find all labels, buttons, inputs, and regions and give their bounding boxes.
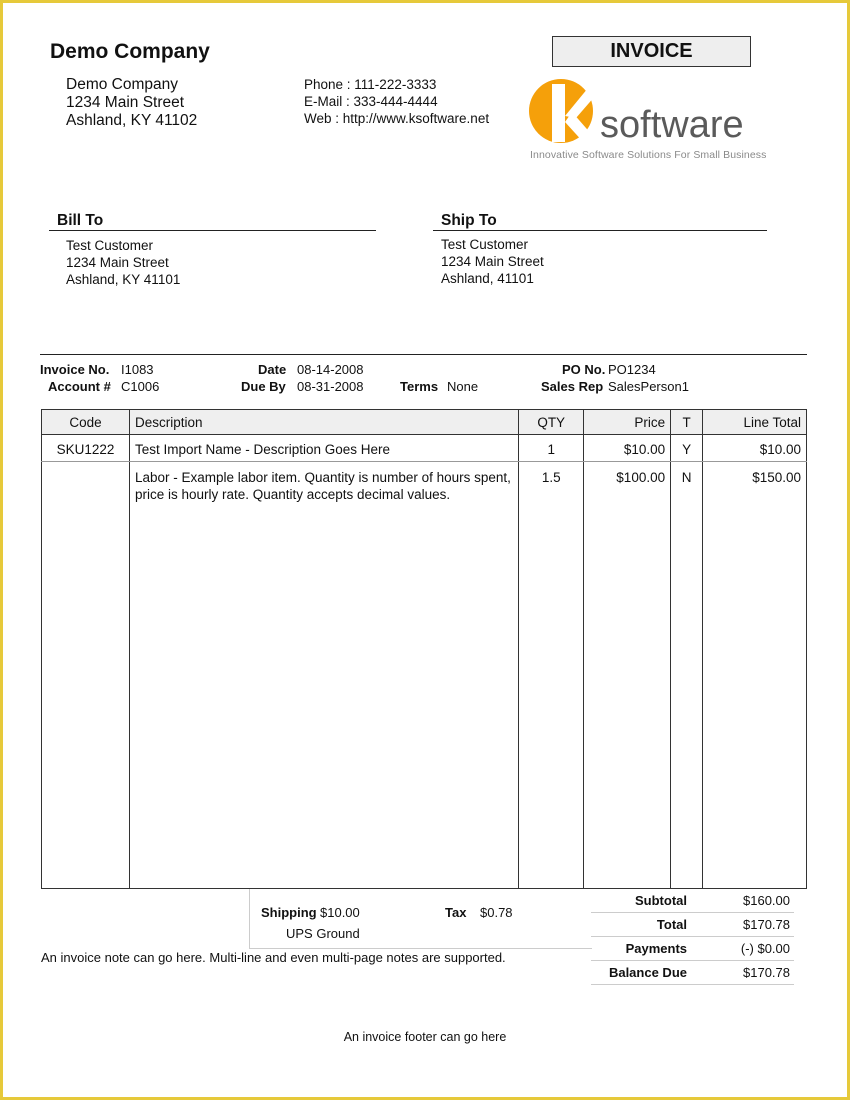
company-contact [304, 76, 489, 127]
sales-rep-value: SalesPerson1 [608, 379, 689, 394]
invoice-no-value: I1083 [121, 362, 154, 377]
total-label: Total [656, 917, 687, 932]
balance-due-label: Balance Due [608, 965, 687, 980]
bill-to-line: Test Customer [66, 238, 154, 253]
shipping-method: UPS Ground [286, 926, 360, 941]
terms-label: Terms [400, 379, 439, 394]
tax-label: Tax [445, 905, 467, 920]
cell-line-total: $10.00 [703, 435, 807, 462]
sales-rep-label: Sales Rep [541, 379, 604, 394]
logo-wordmark: software [600, 104, 744, 146]
bill-to-line: 1234 Main Street [66, 255, 169, 270]
company-address [66, 76, 197, 130]
invoice-no-label: Invoice No. [40, 362, 110, 377]
bill-to-line: Ashland, KY 41101 [66, 272, 181, 287]
bill-to-heading: Bill To [49, 212, 376, 231]
cell-description: Labor - Example labor item. Quantity is number of hours spent, price is hourly rate. Quantity accepts decimal values. [129, 462, 518, 889]
shipping-label: Shipping [261, 905, 317, 920]
info-divider [40, 354, 807, 355]
table-header-row [42, 410, 807, 435]
table-row [42, 435, 807, 462]
k-logo-icon [528, 78, 608, 148]
cell-code [42, 462, 130, 889]
date-label: Date [258, 362, 287, 377]
invoice-footer: An invoice footer can go here [343, 1030, 507, 1044]
bill-to-address [66, 237, 180, 288]
date-value: 08-14-2008 [297, 362, 364, 377]
subtotal-label: Subtotal [635, 893, 687, 908]
cell-code: SKU1222 [42, 435, 130, 462]
company-logo [528, 78, 768, 164]
ship-to-line: 1234 Main Street [441, 254, 544, 269]
col-header-tax: T [671, 410, 703, 435]
company-address-line: 1234 Main Street [66, 94, 185, 111]
cell-price: $10.00 [584, 435, 671, 462]
payments-row [591, 937, 794, 961]
po-label: PO No. [562, 362, 606, 377]
account-value: C1006 [121, 379, 160, 394]
document-title: INVOICE [552, 36, 751, 67]
cell-price: $100.00 [584, 462, 671, 889]
terms-value: None [447, 379, 479, 394]
company-phone: Phone : 111-222-3333 [304, 77, 437, 92]
col-header-line-total: Line Total [703, 410, 807, 435]
totals-box [591, 889, 794, 985]
cell-description: Test Import Name - Description Goes Here [129, 435, 518, 462]
ship-to-address [441, 236, 544, 287]
invoice-note: An invoice note can go here. Multi-line and even multi-page notes are supported. [41, 950, 506, 965]
ship-to-heading: Ship To [433, 212, 767, 231]
cell-tax: Y [671, 435, 703, 462]
account-label: Account # [48, 379, 111, 394]
ship-to-line: Test Customer [441, 237, 529, 252]
tax-value: $0.78 [480, 905, 513, 920]
logo-tagline: Innovative Software Solutions For Small Business [530, 149, 767, 161]
balance-due-value: $170.78 [743, 965, 790, 980]
payments-label: Payments [625, 941, 687, 956]
cell-tax: N [671, 462, 703, 889]
total-value: $170.78 [743, 917, 790, 932]
line-items-table [41, 409, 807, 889]
due-by-value: 08-31-2008 [297, 379, 364, 394]
po-value: PO1234 [608, 362, 656, 377]
shipping-value: $10.00 [320, 905, 360, 920]
company-address-line: Ashland, KY 41102 [66, 112, 198, 129]
cell-qty: 1 [519, 435, 584, 462]
ship-to-line: Ashland, 41101 [441, 271, 534, 286]
company-email: E-Mail : 333-444-4444 [304, 94, 438, 109]
col-header-qty: QTY [519, 410, 584, 435]
col-header-price: Price [584, 410, 671, 435]
col-header-code: Code [42, 410, 130, 435]
company-web: Web : http://www.ksoftware.net [304, 111, 490, 126]
col-header-description: Description [129, 410, 518, 435]
total-row [591, 913, 794, 937]
due-by-label: Due By [241, 379, 286, 394]
cell-qty: 1.5 [519, 462, 584, 889]
balance-due-row [591, 961, 794, 985]
subtotal-row [591, 889, 794, 913]
subtotal-value: $160.00 [743, 893, 790, 908]
payments-value: (-) $0.00 [740, 941, 790, 956]
company-address-line: Demo Company [66, 76, 178, 93]
cell-line-total: $150.00 [703, 462, 807, 889]
table-row [42, 462, 807, 889]
company-name: Demo Company [50, 40, 210, 63]
